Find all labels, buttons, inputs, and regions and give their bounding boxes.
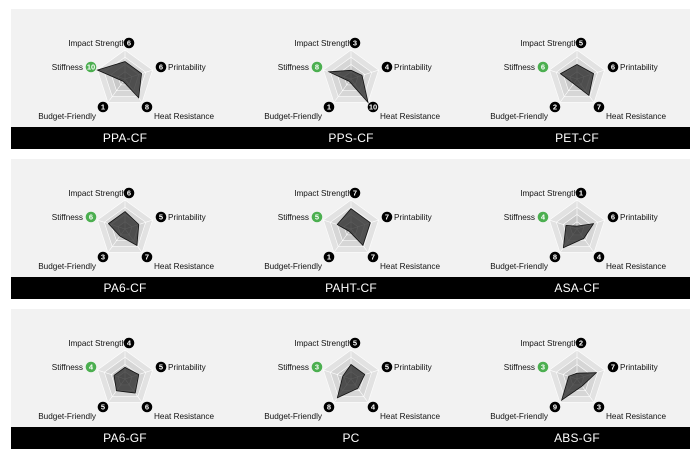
score-badge-stiffness — [86, 362, 97, 373]
score-badge-stiffness — [538, 62, 549, 73]
score-value: 5 — [314, 212, 320, 222]
score-value: 9 — [552, 402, 558, 412]
score-value: 1 — [578, 188, 584, 198]
score-badge-heat-resistance — [594, 402, 605, 413]
score-value: 10 — [86, 62, 96, 72]
score-value: 1 — [100, 102, 106, 112]
score-badge-heat-resistance — [368, 102, 379, 113]
axis-label-budget-friendly: Budget-Friendly — [490, 412, 548, 421]
axis-label-heat-resistance: Heat Resistance — [380, 412, 441, 421]
axis-label-budget-friendly: Budget-Friendly — [38, 112, 96, 121]
axis-label-printability: Printability — [394, 212, 432, 222]
axis-label-printability: Printability — [620, 212, 658, 222]
score-value: 5 — [100, 402, 106, 412]
score-badge-stiffness — [312, 212, 323, 223]
score-value: 3 — [540, 362, 546, 372]
axis-label-heat-resistance: Heat Resistance — [154, 112, 215, 121]
axis-label-heat-resistance: Heat Resistance — [606, 412, 667, 421]
score-value: 5 — [578, 38, 584, 48]
axis-label-heat-resistance: Heat Resistance — [380, 262, 441, 271]
score-badge-budget-friendly — [98, 102, 109, 113]
score-value: 4 — [370, 402, 376, 412]
score-badge-budget-friendly — [324, 402, 335, 413]
axis-label-printability: Printability — [620, 362, 658, 372]
score-badge-printability — [382, 212, 393, 223]
axis-label-impact-strength: Impact Strength — [68, 188, 126, 198]
score-value: 4 — [596, 252, 602, 262]
material-name-bar: PC — [237, 427, 465, 449]
score-badge-stiffness — [312, 362, 323, 373]
score-value: 6 — [88, 212, 94, 222]
material-name-bar: PET-CF — [463, 127, 690, 149]
score-badge-stiffness — [312, 62, 323, 73]
score-badge-printability — [156, 212, 167, 223]
score-value: 5 — [352, 338, 358, 348]
score-badge-heat-resistance — [594, 102, 605, 113]
material-name-bar: PPS-CF — [237, 127, 465, 149]
material-name-bar: PAHT-CF — [237, 277, 465, 299]
axis-label-budget-friendly: Budget-Friendly — [264, 112, 322, 121]
score-value: 1 — [326, 102, 332, 112]
score-badge-budget-friendly — [324, 102, 335, 113]
score-value: 4 — [126, 338, 132, 348]
axis-label-stiffness: Stiffness — [51, 212, 83, 222]
axis-label-printability: Printability — [620, 62, 658, 72]
score-value: 4 — [540, 212, 546, 222]
score-badge-printability — [156, 362, 167, 373]
score-value: 5 — [384, 362, 390, 372]
score-value: 6 — [144, 402, 150, 412]
material-name-bar: PA6-CF — [11, 277, 239, 299]
score-value: 6 — [158, 62, 164, 72]
score-badge-budget-friendly — [324, 252, 335, 263]
axis-label-impact-strength: Impact Strength — [520, 188, 578, 198]
score-value: 3 — [352, 38, 358, 48]
score-value: 6 — [610, 62, 616, 72]
score-badge-budget-friendly — [550, 102, 561, 113]
material-card-paht-cf[interactable] — [237, 159, 465, 299]
score-value: 8 — [552, 252, 558, 262]
axis-label-budget-friendly: Budget-Friendly — [490, 262, 548, 271]
score-badge-budget-friendly — [550, 252, 561, 263]
axis-label-printability: Printability — [168, 362, 206, 372]
material-card-pps-cf[interactable] — [237, 9, 465, 149]
score-value: 5 — [158, 362, 164, 372]
material-card-ppa-cf[interactable] — [11, 9, 239, 149]
score-value: 3 — [314, 362, 320, 372]
score-badge-printability — [382, 62, 393, 73]
score-value: 4 — [88, 362, 94, 372]
axis-label-heat-resistance: Heat Resistance — [154, 262, 215, 271]
axis-label-printability: Printability — [168, 212, 206, 222]
axis-label-heat-resistance: Heat Resistance — [380, 112, 441, 121]
material-name-bar: PA6-GF — [11, 427, 239, 449]
score-value: 3 — [100, 252, 106, 262]
material-card-pa6-gf[interactable] — [11, 309, 239, 449]
material-name-bar: PPA-CF — [11, 127, 239, 149]
axis-label-budget-friendly: Budget-Friendly — [264, 262, 322, 271]
score-value: 10 — [368, 102, 378, 112]
score-value: 2 — [552, 102, 558, 112]
score-badge-heat-resistance — [594, 252, 605, 263]
axis-label-impact-strength: Impact Strength — [68, 38, 126, 48]
score-value: 6 — [126, 38, 132, 48]
score-value: 2 — [578, 338, 584, 348]
axis-label-budget-friendly: Budget-Friendly — [38, 262, 96, 271]
axis-label-printability: Printability — [168, 62, 206, 72]
axis-label-stiffness: Stiffness — [503, 212, 535, 222]
score-badge-budget-friendly — [98, 252, 109, 263]
score-value: 6 — [540, 62, 546, 72]
score-value: 8 — [144, 102, 150, 112]
score-value: 7 — [596, 102, 602, 112]
axis-label-impact-strength: Impact Strength — [294, 338, 352, 348]
axis-label-heat-resistance: Heat Resistance — [606, 112, 667, 121]
score-badge-stiffness — [538, 212, 549, 223]
score-value: 7 — [370, 252, 376, 262]
material-name-bar: ABS-GF — [463, 427, 690, 449]
material-card-abs-gf[interactable] — [463, 309, 690, 449]
score-badge-printability — [608, 62, 619, 73]
score-badge-heat-resistance — [142, 102, 153, 113]
score-badge-heat-resistance — [368, 252, 379, 263]
axis-label-budget-friendly: Budget-Friendly — [38, 412, 96, 421]
score-badge-stiffness — [538, 362, 549, 373]
score-badge-heat-resistance — [142, 402, 153, 413]
axis-label-impact-strength: Impact Strength — [68, 338, 126, 348]
axis-label-stiffness: Stiffness — [277, 362, 309, 372]
axis-label-printability: Printability — [394, 362, 432, 372]
axis-label-budget-friendly: Budget-Friendly — [490, 112, 548, 121]
score-badge-stiffness — [86, 212, 97, 223]
material-card-asa-cf[interactable] — [463, 159, 690, 299]
score-value: 1 — [326, 252, 332, 262]
score-value: 7 — [352, 188, 358, 198]
score-badge-budget-friendly — [98, 402, 109, 413]
score-value: 5 — [158, 212, 164, 222]
axis-label-impact-strength: Impact Strength — [294, 38, 352, 48]
axis-label-stiffness: Stiffness — [503, 362, 535, 372]
score-badge-printability — [608, 362, 619, 373]
axis-label-heat-resistance: Heat Resistance — [154, 412, 215, 421]
material-card-pc[interactable] — [237, 309, 465, 449]
score-value: 6 — [610, 212, 616, 222]
material-card-pet-cf[interactable] — [463, 9, 690, 149]
material-card-pa6-cf[interactable] — [11, 159, 239, 299]
score-value: 7 — [144, 252, 150, 262]
axis-label-budget-friendly: Budget-Friendly — [264, 412, 322, 421]
score-badge-heat-resistance — [142, 252, 153, 263]
score-value: 8 — [314, 62, 320, 72]
score-badge-budget-friendly — [550, 402, 561, 413]
score-value: 7 — [384, 212, 390, 222]
axis-label-impact-strength: Impact Strength — [520, 38, 578, 48]
score-value: 7 — [610, 362, 616, 372]
score-badge-printability — [156, 62, 167, 73]
score-value: 8 — [326, 402, 332, 412]
score-badge-printability — [608, 212, 619, 223]
axis-label-stiffness: Stiffness — [503, 62, 535, 72]
axis-label-stiffness: Stiffness — [51, 62, 83, 72]
score-value: 6 — [126, 188, 132, 198]
material-name-bar: ASA-CF — [463, 277, 690, 299]
axis-label-impact-strength: Impact Strength — [294, 188, 352, 198]
score-badge-heat-resistance — [368, 402, 379, 413]
score-badge-stiffness — [86, 62, 97, 73]
axis-label-printability: Printability — [394, 62, 432, 72]
axis-label-heat-resistance: Heat Resistance — [606, 262, 667, 271]
score-value: 3 — [596, 402, 602, 412]
score-badge-printability — [382, 362, 393, 373]
axis-label-stiffness: Stiffness — [277, 62, 309, 72]
axis-label-impact-strength: Impact Strength — [520, 338, 578, 348]
score-value: 4 — [384, 62, 390, 72]
axis-label-stiffness: Stiffness — [277, 212, 309, 222]
axis-label-stiffness: Stiffness — [51, 362, 83, 372]
